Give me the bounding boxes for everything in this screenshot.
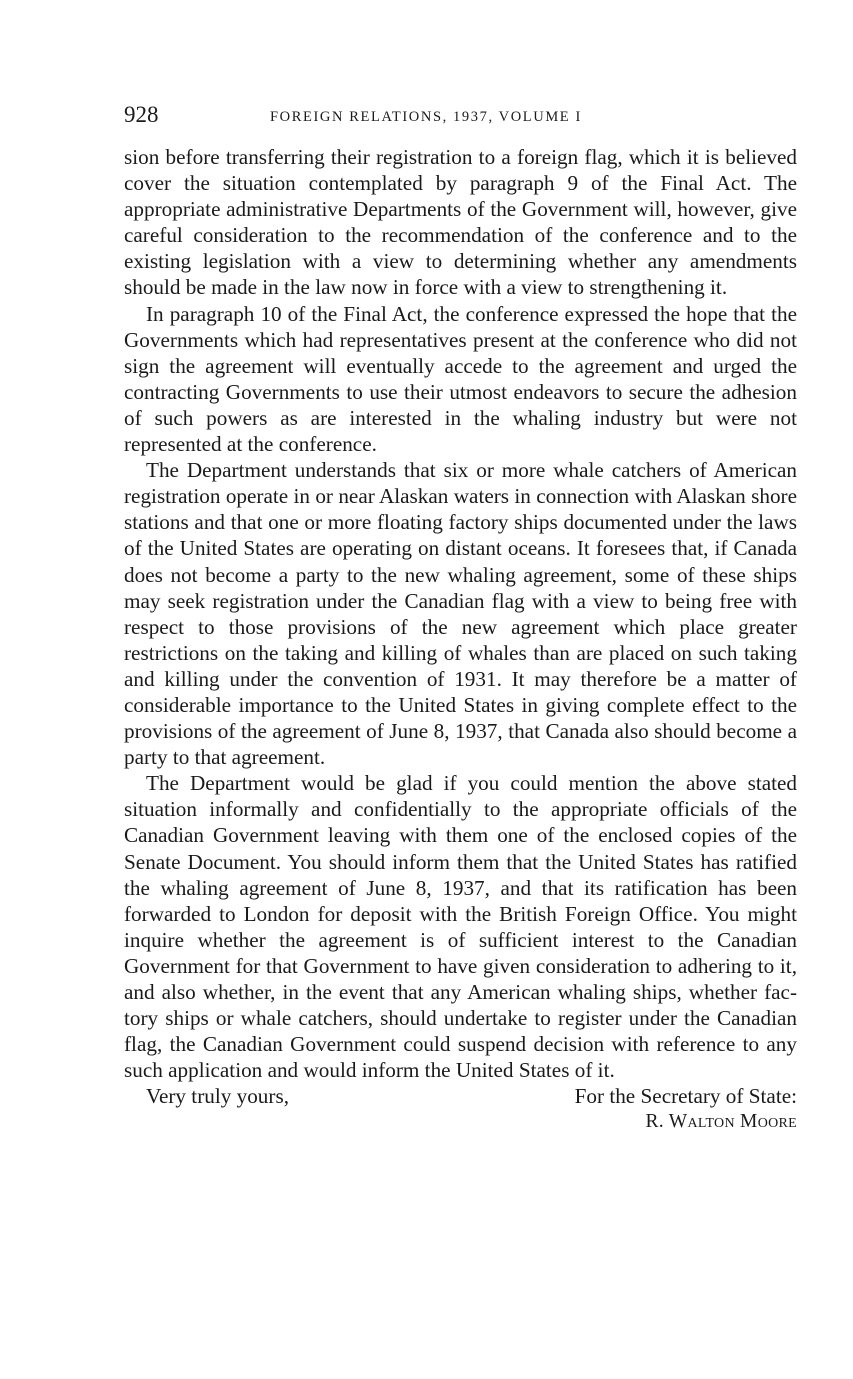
paragraph-continuation: sion before transferring their registration to a foreign flag, which it is believed cover the situation contemplated by paragraph 9 of the Final Act. The appropriate administrative Departments of the Government will, however, give careful consideration to the recommendation of the conference and to the existing legislation with a view to determining whether any amendments should be made in the law now in force with a view to strengthening it. (124, 145, 797, 300)
signature-block (575, 1083, 797, 1135)
letter-closing (124, 1083, 797, 1143)
page-number: 928 (124, 102, 159, 127)
paragraph: The Department understands that six or more whale catchers of American registration operate in or near Alaskan waters in connection with Alaskan shore stations and that one or more floating factory ships documented under the laws of the United States are operating on distant oceans. It foresees that, if Canada does not become a party to the new whaling agreement, some of these ships may seek registration under the Canadian flag with a view to being free with respect to those provisions of the new agreement which place greater restrictions on the taking and killing of whales than are placed on such taking and killing under the convention of 1931. It may therefore be a matter of considerable importance to the United States in giving complete effect to the provisions of the agreement of June 8, 1937, that Canada also should become a party to that agreement. (124, 458, 797, 770)
letter-body (124, 144, 797, 1083)
paragraph: In paragraph 10 of the Final Act, the conference expressed the hope that the Governments which had representatives present at the conference who did not sign the agreement will eventually accede to the agreement and urged the contracting Governments to use their utmost endeavors to secure the adhesion of such powers as are interested in the whaling industry but were not represented at the conference. (124, 301, 797, 457)
running-head-title: FOREIGN RELATIONS, 1937, VOLUME I (270, 109, 582, 125)
paragraph: The Department would be glad if you could mention the above stated situation informally and confidentially to the appropriate officials of the Canadian Government leaving with them one of the enclosed copies of the Senate Document. You should inform them that the United States has ratified the whaling agreement of June 8, 1937, and that its ratification has been forwarded to London for deposit with the British Foreign Office. You might inquire whether the agreement is of sufficient interest to the Canadian Government for that Government to have given consideration to adhering to it, and also whether, in the event that any American whaling ships, whether factory ships or whale catchers, should undertake to register under the Canadian flag, the Canadian Government could suspend decision with reference to any such application and would inform the United States of it. (124, 771, 797, 1083)
valediction: Very truly yours, (146, 1084, 289, 1109)
document-page (124, 100, 797, 1143)
running-head (124, 100, 797, 130)
signature-line: For the Secretary of State: (574, 1084, 797, 1109)
signature-name: R. Walton Moore (645, 1111, 797, 1133)
